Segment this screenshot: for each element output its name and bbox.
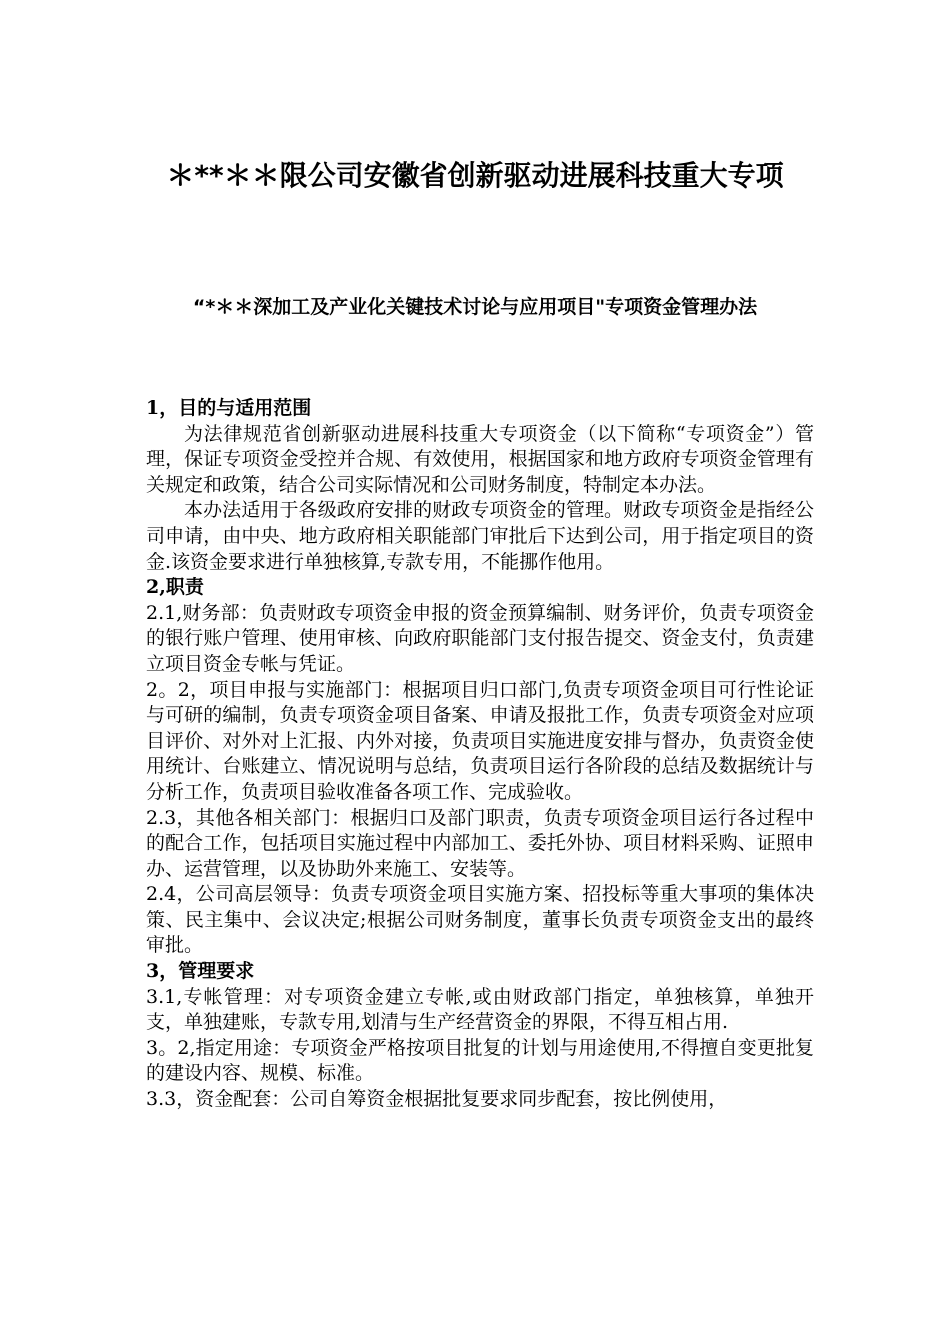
section-heading: 3，管理要求 [146,960,255,983]
body-paragraph: 本办法适用于各级政府安排的财政专项资金的管理。财政专项资金是指经公司申请，由中央、地方政府相关职能部门审批后下达到公司，用于指定项目的资金.该资金要求进行单独核算,专款专用，不能挪作他用。 [146,499,814,573]
section-heading: 2,职责 [146,576,204,599]
body-paragraph: 2.1,财务部：负责财政专项资金申报的资金预算编制、财务评价，负责专项资金的银行账户管理、使用审核、向政府职能部门支付报告提交、资金支付，负责建立项目资金专帐与凭证。 [146,601,814,675]
document-subtitle: “*＊＊深加工及产业化关键技术讨论与应用项目"专项资金管理办法 [192,296,758,318]
body-paragraph: 为法律规范省创新驱动进展科技重大专项资金（以下简称“专项资金”）管理，保证专项资金受控并合规、有效使用，根据国家和地方政府专项资金管理有关规定和政策，结合公司实际情况和公司财务制度，特制定本办法。 [146,422,814,496]
body-paragraph: 2.4，公司高层领导：负责专项资金项目实施方案、招投标等重大事项的集体决策、民主集中、会议决定;根据公司财务制度，董事长负责专项资金支出的最终审批。 [146,883,814,957]
document-title: ＊**＊＊限公司安徽省创新驱动进展科技重大专项 [166,159,784,192]
document-body [146,396,814,1113]
section-heading: 1，目的与适用范围 [146,397,312,419]
body-paragraph: 2.3，其他各相关部门：根据归口及部门职责，负责专项资金项目运行各过程中的配合工作，包括项目实施过程中内部加工、委托外协、项目材料采购、证照申办、运营管理，以及协助外来施工、安装等。 [146,806,814,880]
body-paragraph: 2。2，项目申报与实施部门：根据项目归口部门,负责专项资金项目可行性论证与可研的编制，负责专项资金项目备案、申请及报批工作，负责专项资金对应项目评价、对外对上汇报、内外对接，负责项目实施进度安排与督办，负责资金使用统计、台账建立、情况说明与总结，负责项目运行各阶段的总结及数据统计与分析工作，负责项目验收准备各项工作、完成验收。 [146,678,814,803]
body-paragraph: 3.3，资金配套：公司自筹资金根据批复要求同步配套，按比例使用， [146,1088,728,1111]
body-paragraph: 3。2,指定用途：专项资金严格按项目批复的计划与用途使用,不得擅自变更批复的建设内容、规模、标准。 [146,1036,814,1085]
body-paragraph: 3.1,专帐管理：对专项资金建立专帐,或由财政部门指定，单独核算，单独开支，单独建账，专款专用,划清与生产经营资金的界限，不得互相占用. [146,985,814,1034]
